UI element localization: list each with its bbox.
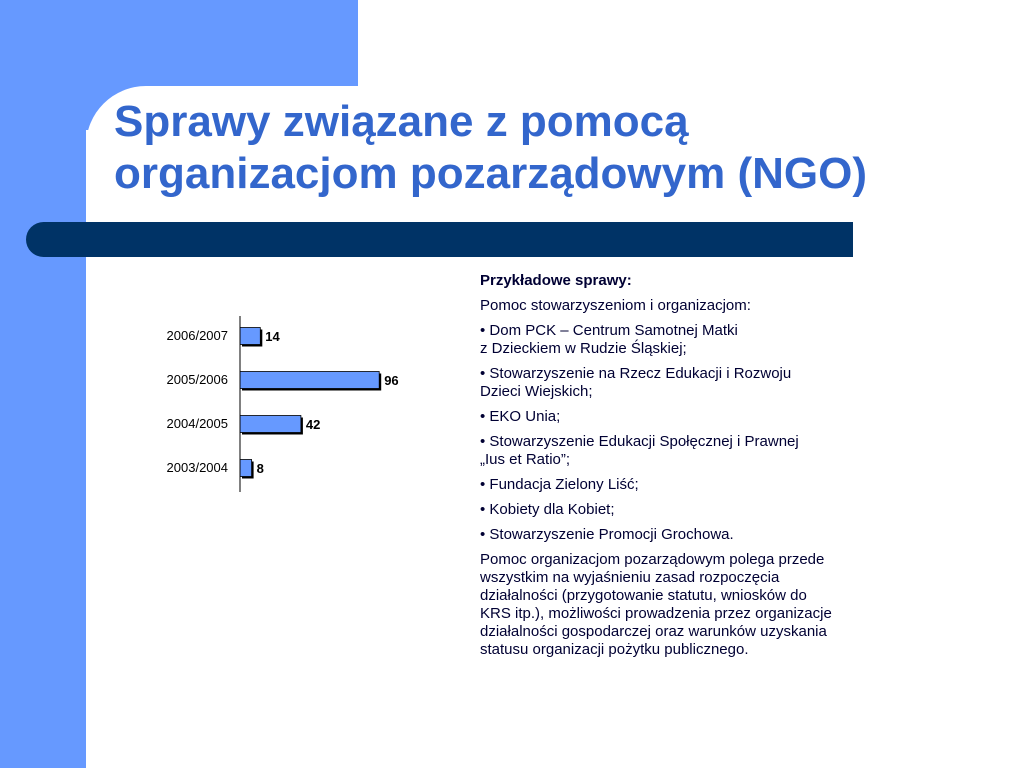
category-label: 2004/2005 (166, 416, 228, 431)
data-label: 8 (256, 461, 264, 476)
list-item (480, 322, 900, 358)
list-item-line: • Dom PCK – Centrum Samotnej Matki (480, 322, 738, 339)
list-item (480, 365, 900, 401)
list-item-line: • Stowarzyszenie na Rzecz Edukacji i Rozwoju (480, 365, 792, 382)
title-underline-bar (26, 222, 853, 257)
list-item (480, 501, 900, 519)
left-accent-strip (0, 0, 86, 768)
bar (240, 416, 301, 433)
list-item-line: • EKO Unia; (480, 408, 561, 425)
list-item-line: Dzieci Wiejskich; (480, 383, 593, 400)
list-item-line: z Dzieckiem w Rudzie Śląskiej; (480, 340, 687, 357)
text-column (480, 272, 900, 666)
closing-paragraph-line: Pomoc organizacjom pozarządowym polega przede (480, 551, 825, 568)
list-item (480, 408, 900, 426)
bar (240, 460, 252, 477)
closing-paragraph-line: statusu organizacji pożytku publicznego. (480, 641, 749, 658)
examples-heading: Przykładowe sprawy: (480, 272, 632, 289)
closing-paragraph-line: KRS itp.), możliwości prowadzenia przez organizacje (480, 605, 832, 622)
list-item (480, 476, 900, 494)
list-item-line: • Kobiety dla Kobiet; (480, 501, 615, 518)
list-item (480, 526, 900, 544)
data-label: 42 (305, 417, 321, 432)
examples-intro: Pomoc stowarzyszeniom i organizacjom: (480, 297, 751, 314)
closing-paragraph (480, 551, 900, 659)
list-item-line: • Stowarzyszenie Promocji Grochowa. (480, 526, 734, 543)
closing-paragraph-line: wszystkim na wyjaśnieniu zasad rozpoczęcia (480, 569, 780, 586)
bar (240, 372, 379, 389)
slide-title-line-1: Sprawy związane z pomocą (114, 97, 689, 146)
closing-paragraph-line: działalności (przygotowanie statutu, wniosków do (480, 587, 807, 604)
list-item (480, 433, 900, 469)
category-label: 2003/2004 (166, 460, 228, 475)
category-label: 2006/2007 (166, 328, 228, 343)
list-item-line: • Stowarzyszenie Edukacji Społęcznej i Prawnej (480, 433, 799, 450)
slide-title (114, 96, 1004, 200)
examples-list (480, 322, 900, 544)
list-item-line: „Ius et Ratio”; (480, 451, 571, 468)
category-label: 2005/2006 (166, 372, 228, 387)
bar (240, 328, 260, 345)
slide-title-line-2: organizacjom pozarządowym (NGO) (114, 149, 867, 198)
closing-paragraph-line: działalności gospodarczej oraz warunków uzyskania (480, 623, 827, 640)
data-label: 14 (265, 329, 280, 344)
bar-chart (130, 310, 430, 500)
data-label: 96 (384, 373, 399, 388)
list-item-line: • Fundacja Zielony Liść; (480, 476, 639, 493)
